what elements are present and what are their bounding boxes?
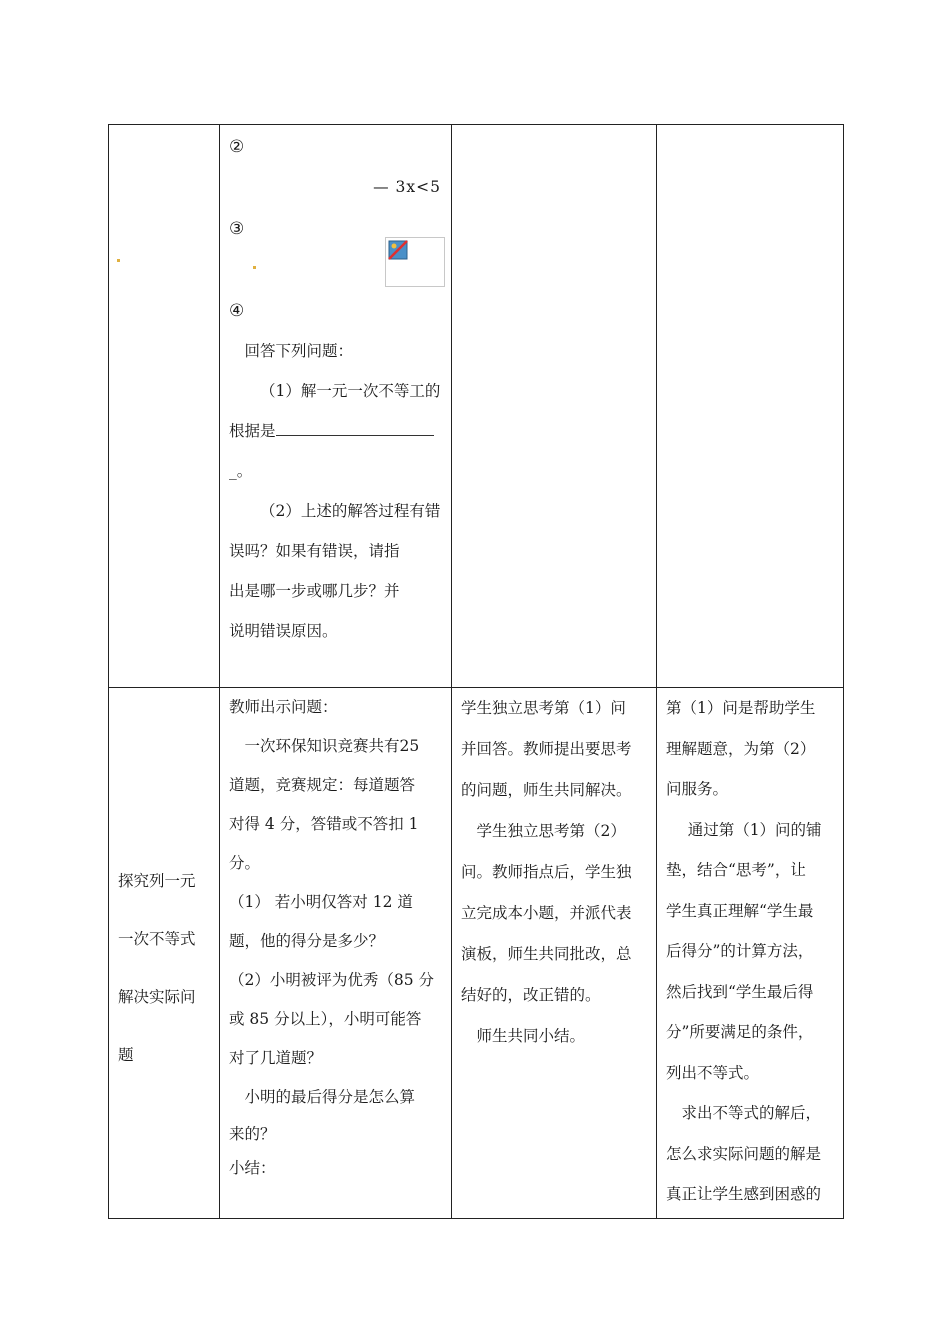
question-2-line: （2）上述的解答过程有错 [260,502,441,520]
question-2-line: 出是哪一步或哪几步？并 [229,582,400,600]
student-line: 立完成本小题，并派代表 [461,904,632,922]
table-row [109,688,844,1219]
intent-line: 问服务。 [666,780,729,798]
step-mark-3: ③ [229,219,245,239]
row1-stage-cell [109,125,220,688]
intent-line: 理解题意，为第（2） [666,739,816,758]
row2-stage-cell [109,688,220,1219]
answer-blank [276,421,434,436]
stage-title-line: 一次不等式 [118,930,196,948]
question-2-line: 说明错误原因。 [229,622,338,640]
teacher-line: 分。 [229,854,261,872]
inequality-text: — 3x<5 [373,178,441,196]
row2-teacher-activity-cell [220,688,452,1219]
row1-content-cell [220,125,452,688]
teacher-line: 道题，竞赛规定：每道题答 [229,776,416,794]
row2-student-activity-cell [452,688,657,1219]
teacher-line: 来的？ [229,1125,276,1143]
lesson-plan-table [108,124,844,1219]
student-line: 学生独立思考第（2） [476,822,626,840]
row1-student-activity-cell [452,125,657,688]
intent-line: 真正让学生感到困惑的 [666,1185,822,1203]
intent-line: 通过第（1）问的铺 [687,820,822,839]
student-line: 学生独立思考第（1）问 [461,699,626,717]
step-mark-4: ④ [229,301,245,321]
teacher-line: 小结： [229,1159,276,1177]
intent-line: 第（1）问是帮助学生 [666,699,816,717]
intent-line: 分”所要满足的条件， [666,1023,814,1041]
student-line: 问。教师指点后，学生独 [461,863,632,881]
student-line: 并回答。教师提出要思考 [461,740,632,758]
student-line: 演板，师生共同批改，总 [461,945,632,963]
broken-image-icon [388,240,408,260]
intent-line: 垫，结合“思考”，让 [666,861,806,879]
intent-line: 列出不等式。 [666,1063,760,1082]
teacher-line: （2）小明被评为优秀（85 分 [229,971,435,989]
question-2-line: 误吗？如果有错误，请指 [229,542,400,560]
question-1-line: （1）解一元一次不等工的 [260,382,441,400]
question-1-text: 根据是 [229,422,276,440]
teacher-line: （1） 若小明仅答对 12 道 [229,893,413,911]
row1-design-intent-cell [657,125,844,688]
teacher-line: 教师出示问题： [229,698,338,716]
stage-title-line: 探究列一元 [118,872,196,890]
teacher-line: 一次环保知识竞赛共有25 [244,737,420,755]
row2-design-intent-cell [657,688,844,1219]
image-placeholder [385,237,445,287]
stage-title-line: 题 [118,1046,134,1064]
question-1-line: _。 [229,462,253,480]
intent-line: 求出不等式的解后， [681,1104,822,1122]
stage-title-line: 解决实际问 [118,988,196,1006]
teacher-line: 或 85 分以上），小明可能答 [229,1010,422,1028]
teacher-line: 对了几道题？ [229,1049,323,1067]
teacher-line: 小明的最后得分是怎么算 [244,1088,416,1106]
question-prompt: 回答下列问题： [244,342,354,360]
student-line: 结好的，改正错的。 [461,986,601,1004]
intent-line: 怎么求实际问题的解是 [666,1144,822,1163]
step-mark-2: ② [229,137,245,157]
decorative-dot [253,266,256,269]
table-row [109,125,844,688]
teacher-line: 对得 4 分，答错或不答扣 1 [229,815,419,833]
question-1-line [229,411,445,451]
student-line: 师生共同小结。 [476,1027,586,1045]
intent-line: 学生真正理解“学生最 [666,901,814,920]
teacher-line: 题，他的得分是多少？ [229,932,385,950]
student-line: 的问题，师生共同解决。 [461,781,632,799]
intent-line: 然后找到“学生最后得 [666,982,814,1001]
intent-line: 后得分”的计算方法， [666,942,814,960]
decorative-dot [117,259,120,262]
